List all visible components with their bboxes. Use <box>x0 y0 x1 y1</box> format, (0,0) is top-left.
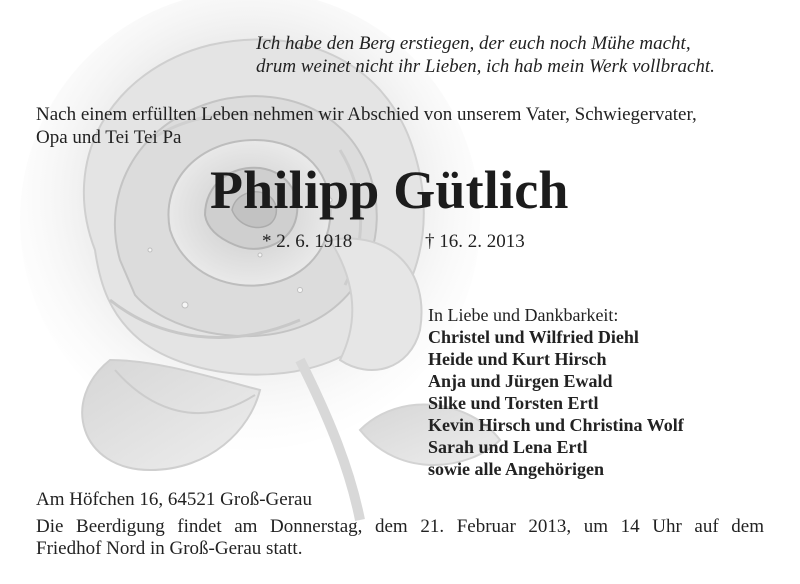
address: Am Höfchen 16, 64521 Groß-Gerau <box>36 489 312 510</box>
quote-line-2: drum weinet nicht ihr Lieben, ich hab mein Werk vollbracht. <box>256 56 715 77</box>
intro-text <box>36 103 697 149</box>
mourner-name: Heide und Kurt Hirsch <box>428 349 607 369</box>
mourner-name: Silke und Torsten Ertl <box>428 393 599 413</box>
mourners-list <box>428 304 684 480</box>
epitaph-quote <box>256 32 715 78</box>
mourner-name: Anja und Jürgen Ewald <box>428 371 613 391</box>
mourners-lead: In Liebe und Dankbarkeit: <box>428 305 619 325</box>
funeral-notice <box>36 516 764 560</box>
intro-line-2: Opa und Tei Tei Pa <box>36 127 182 148</box>
mourner-name: Kevin Hirsch und Christina Wolf <box>428 415 684 435</box>
death-date: † 16. 2. 2013 <box>425 231 525 252</box>
mourner-name: Christel und Wilfried Diehl <box>428 327 639 347</box>
intro-line-1: Nach einem erfüllten Leben nehmen wir Abschied von unserem Vater, Schwiegervater, <box>36 104 697 125</box>
funeral-line-2: Friedhof Nord in Groß-Gerau statt. <box>36 538 303 559</box>
mourner-name: Sarah und Lena Ertl <box>428 437 588 457</box>
mourner-name: sowie alle Angehörigen <box>428 459 604 479</box>
funeral-line-1: Die Beerdigung findet am Donnerstag, dem 21. Februar 2013, um 14 Uhr auf dem <box>36 516 764 537</box>
deceased-name: Philipp Gütlich <box>210 160 569 220</box>
birth-date: * 2. 6. 1918 <box>262 231 353 252</box>
quote-line-1: Ich habe den Berg erstiegen, der euch noch Mühe macht, <box>256 33 691 54</box>
